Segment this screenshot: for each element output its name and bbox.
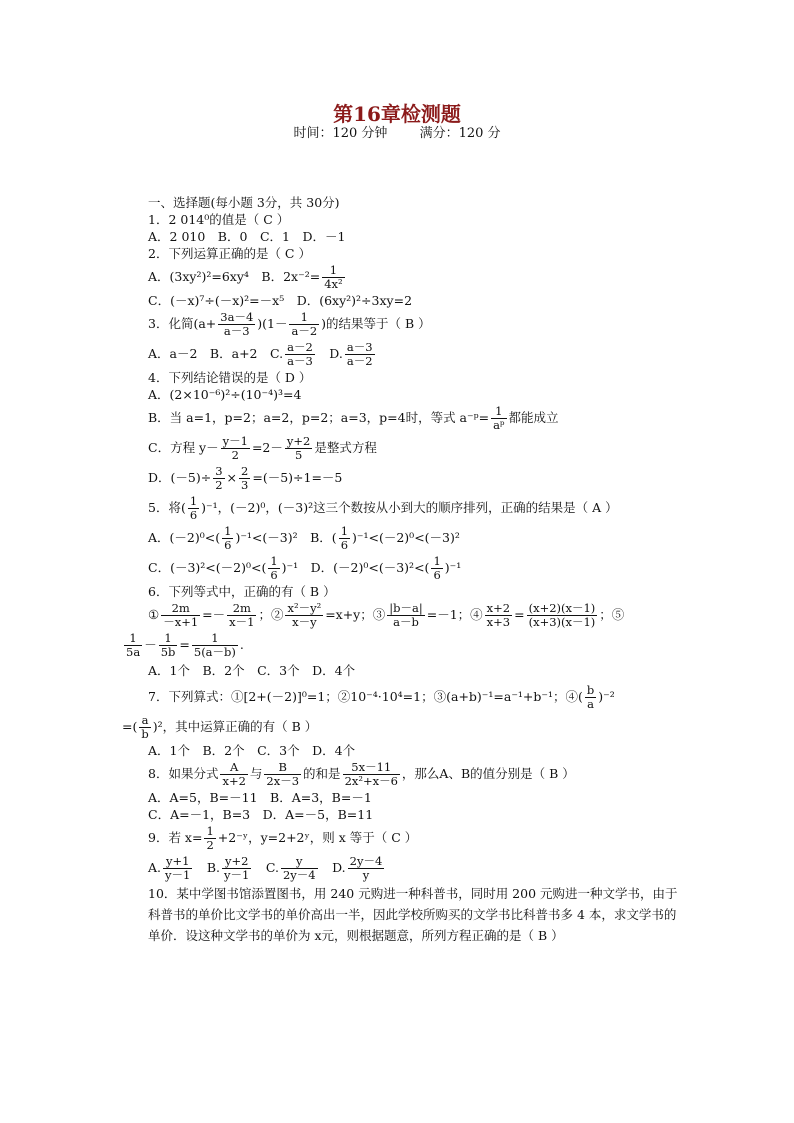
exam-info [0,122,794,141]
question-4-option-c: C．方程 y－ $\frac{y-1}{2}$ =2－ $\frac{y+2}{5}$ 是整式方程 [148,434,377,462]
exam-time: 时间：120 分钟 [293,126,388,141]
fraction: $\frac{1}{2}$ [206,824,214,852]
fraction: $\frac{y}{2y-4}$ [282,854,316,882]
question-7-cont: =( $\frac{a}{b}$ )²，其中运算正确的有（ B ） [122,713,318,741]
fraction: $\frac{1}{6}$ [270,554,278,582]
fraction: $\frac{a}{b}$ [141,713,149,741]
question-2-options-cd: C．(－x)⁷÷(－x)²=－x⁵ D．(6xy²)²÷3xy=2 [148,293,413,308]
question-2: 2．下列运算正确的是（ C ） [148,246,311,261]
exam-score: 满分：120 分 [419,126,501,141]
fraction: $\frac{1}{5(a-b)}$ [193,631,236,659]
question-4-option-a: A．(2×10⁻⁶)²÷(10⁻⁴)³=4 [148,387,302,402]
fraction: $\frac{1}{6}$ [224,524,232,552]
question-6-options: A．1个 B．2个 C．3个 D．4个 [148,663,356,678]
question-6: 6．下列等式中，正确的有（ B ） [148,584,336,599]
fraction: $\frac{1}{5a}$ [126,631,141,659]
question-6-equation-5: $\frac{1}{5a}$ － $\frac{1}{5b}$ = $\frac{1}{5(a-b)}$ . [126,631,244,659]
fraction: $\frac{1}{5b}$ [160,631,176,659]
fraction: $\frac{1}{6}$ [433,554,441,582]
question-1: 1．2 014⁰的值是（ C ） [148,212,290,227]
page-title: 第16章检测题 [333,102,461,126]
fraction: $\frac{|b-a|}{a-b}$ [389,601,423,629]
question-2-options-ab: A．(3xy²)²=6xy⁴ B．2x⁻²= $\frac{1}{\text{4x²}}$ [148,263,343,291]
fraction: $\frac{1}{6}$ [189,494,198,522]
question-list [122,194,678,946]
question-5: 5．将( $\frac{1}{6}$ )⁻¹，(－2)⁰，(－3)²这三个数按从小到大的顺序排列，正确的结果是（ A ） [148,494,618,522]
question-4: 4．下列结论错误的是（ D ） [148,370,312,385]
fraction: $\frac{2m}{x-1}$ [229,601,255,629]
fraction: $\frac{5x-11}{\text{2x²+x－6}}$ [344,760,398,788]
fraction: $\frac{1}{6}$ [340,524,349,552]
fraction: $\frac{b}{a}$ [586,683,595,711]
question-9: 9．若 x= $\frac{1}{2}$ +2⁻ʸ，y=2+2ʸ，则 x 等于（ C ） [148,824,418,852]
fraction: $\frac{3}{2}$ [215,464,223,492]
question-1-options: A．2 010 B．0 C．1 D．－1 [148,229,346,244]
fraction: $\frac{2y-4}{y}$ [349,854,383,882]
fraction: $\frac{y+1}{y-1}$ [165,854,191,882]
question-9-options: A. $\frac{y+1}{y-1}$ B. $\frac{y+2}{y-1}$ C. $\frac{y}{2y-4}$ D. $\frac{2y-4}{y}$ [148,854,383,882]
fraction: $\frac{\text{x²－y²}}{x-y}$ [287,601,322,629]
fraction: $\frac{a-3}{a-2}$ [346,340,373,368]
question-5-options-ab: A．(－2)⁰<( $\frac{1}{6}$ )⁻¹<(－3)² B．( $\frac{1}{6}$ )⁻¹<(－2)⁰<(－3)² [148,524,460,552]
question-10: 10．某中学图书馆添置图书，用 240 元购进一种科普书，同时用 200 元购进一种文学书，由于科普书的单价比文学书的单价高出一半，因此学校所购买的文学书比科普书多 4 本，求文学书的单价．设这种文学书的单价为 x元，则根据题意，所列方程正确的是（ B ） [148,886,678,943]
fraction: $\frac{1}{a-2}$ [291,310,318,338]
fraction: $\frac{B}{2x-3}$ [266,760,300,788]
fraction: $\frac{y-1}{2}$ [222,434,248,462]
fraction: $\frac{A}{x+2}$ [222,760,246,788]
fraction: $\frac{y+2}{5}$ [286,434,311,462]
fraction: $\frac{1}{\text{aᵖ}}$ [493,404,505,432]
fraction: $\frac{2m}{-x+1}$ [163,601,199,629]
fraction: $\frac{a-2}{a-3}$ [287,340,313,368]
fraction: $\frac{x+2}{x+3}$ [486,601,511,629]
question-7: 7．下列算式：①[2+(－2)]⁰=1；②10⁻⁴·10⁴=1；③(a+b)⁻¹=a⁻¹+b⁻¹；④( $\frac{b}{a}$ )⁻² [148,683,615,711]
question-8-options-cd: C．A=－1，B=3 D．A=－5，B=11 [148,807,374,822]
question-3-options: A．a－2 B．a+2 C. $\frac{a-2}{a-3}$ D. $\frac{a-3}{a-2}$ [148,340,373,368]
fraction: $\frac{y+2}{y-1}$ [224,854,250,882]
fraction: $\frac{3a-4}{a-3}$ [220,310,254,338]
question-7-options: A．1个 B．2个 C．3个 D．4个 [148,743,356,758]
fraction: $\frac{1}{\text{4x²}}$ [324,263,343,291]
question-4-option-d: D．(－5)÷ $\frac{3}{2}$ × $\frac{2}{3}$ =(－5)÷1=－5 [148,464,343,492]
fraction: $\frac{(x+2)(x-1)}{(x+3)(x-1)}$ [528,601,596,629]
question-4-option-b: B．当 a=1，p=2；a=2，p=2；a=3，p=4时，等式 a⁻ᵖ= $\frac{1}{\text{aᵖ}}$ 都能成立 [148,404,559,432]
question-8-options-ab: A．A=5，B=－11 B．A=3，B=－1 [148,790,372,805]
question-8: 8．如果分式 $\frac{A}{x+2}$ 与 $\frac{B}{2x-3}$ 的和是 $\frac{5x-11}{\text{2x²+x－6}}$ ，那么A、B的值分别是（ B ） [148,760,575,788]
question-5-options-cd: C．(－3)²<(－2)⁰<( $\frac{1}{6}$ )⁻¹ D．(－2)⁰<(－3)²<( $\frac{1}{6}$ )⁻¹ [148,554,462,582]
question-3: 3．化简(a+ $\frac{3a-4}{a-3}$ )(1－ $\frac{1}{a-2}$ )的结果等于（ B ） [148,310,431,338]
fraction: $\frac{2}{3}$ [241,464,249,492]
question-6-equations: ① $\frac{2m}{-x+1}$ =－ $\frac{2m}{x-1}$ ；② $\frac{\text{x²－y²}}{x-y}$ =x+y；③ $\frac{|b-a|}{a-b}$ =－1；④ $\frac{x+2}{x+3}$ = $\frac{(x+2)(x-1)}{(x+3)(x-1)}$ ；⑤ [148,601,625,629]
section-heading: 一、选择题(每小题 3分，共 30分) [148,195,340,210]
